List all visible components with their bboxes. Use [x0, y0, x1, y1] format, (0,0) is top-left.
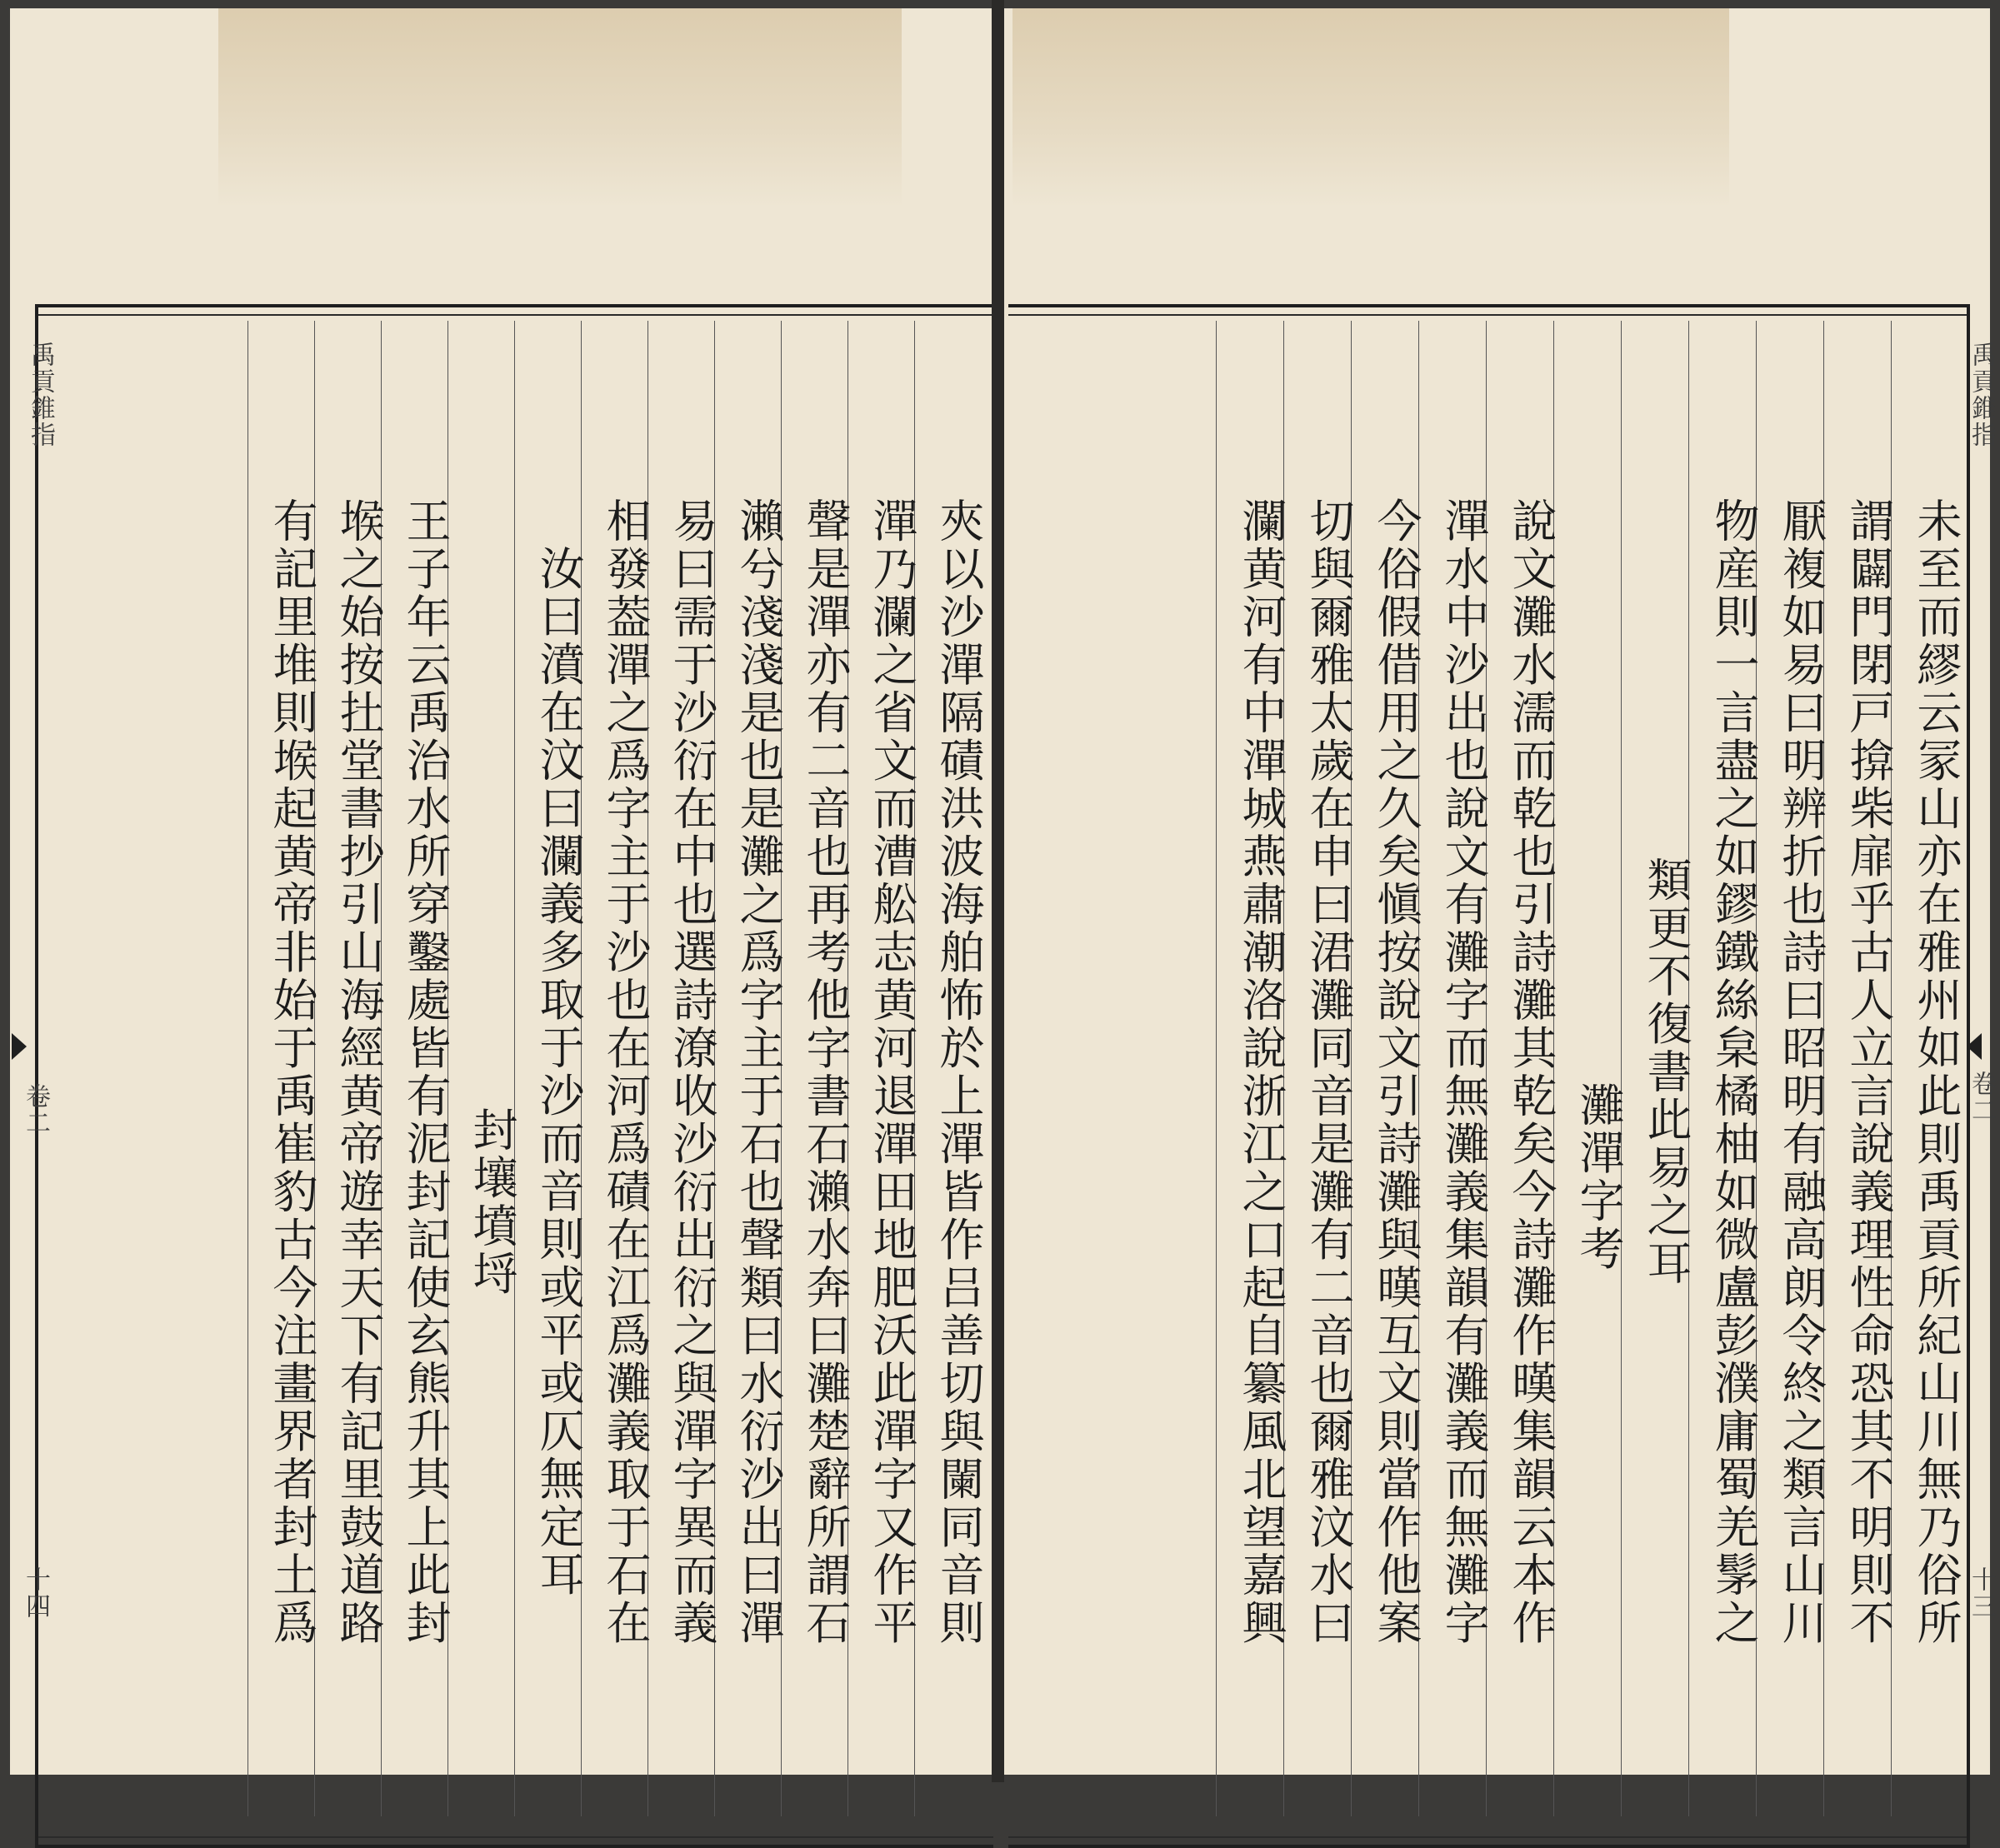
text-column: 夾以沙潬隔磧洪波海舶怖於上潬皆作吕善切與闌同音則: [914, 321, 981, 1816]
block-margin-juan: 卷二: [1967, 1071, 1996, 1124]
text-column: 物産則一言盡之如鏐鐵絲枲橘柚如微盧彭濮庸蜀羌髳之: [1688, 321, 1756, 1816]
fold-mark-icon: [1967, 1033, 1982, 1060]
section-heading: 封壤墳埒: [448, 321, 514, 1816]
text-column: 切與爾雅太歲在申曰涒灘同音是灘有二音也爾雅汶水曰: [1283, 321, 1351, 1816]
text-column: 厭複如易曰明辨折也詩曰昭明有融高朗令終之類言山川: [1756, 321, 1823, 1816]
text-columns: [1017, 321, 1962, 1816]
text-column: 聲是潬亦有二音也再考他字書石瀨水奔曰灘楚辭所謂石: [781, 321, 848, 1816]
block-margin-folio: 十四: [21, 1566, 50, 1620]
section-heading: 灘潬字考: [1553, 321, 1621, 1816]
text-column: 瀾黄河有中潬城燕肅潮洛說浙江之口起自纂風北望嘉興: [1216, 321, 1283, 1816]
left-page: [10, 8, 992, 1775]
block-margin-juan: 卷二: [21, 1083, 50, 1136]
text-column: 王子年云禹治水所穿鑿處皆有泥封記使玄熊升其上此封: [381, 321, 448, 1816]
text-column: 有記里堆則堠起黄帝非始于禹崔豹古今注畫界者封土爲: [248, 321, 314, 1816]
right-page: [1004, 8, 1996, 1775]
book-gutter: [992, 0, 1004, 1782]
text-column: 瀨兮淺淺是也是灘之爲字主于石也聲類曰水衍沙出曰潬: [714, 321, 781, 1816]
text-column: 潬水中沙出也說文有灘字而無灘義集韻有灘義而無灘字: [1418, 321, 1486, 1816]
text-column: 相發葢潬之爲字主于沙也在河爲磧在江爲灘義取于石在: [581, 321, 648, 1816]
text-column: 堠之始按扗堂書抄引山海經黄帝遊幸天下有記里鼓道路: [314, 321, 381, 1816]
text-column: 今俗假借用之久矣愼按說文引詩灘與暵互文則當作他案: [1351, 321, 1418, 1816]
block-margin-title: 禹貢錐指: [1967, 342, 1996, 448]
water-stain: [1012, 8, 1729, 208]
text-column: 汝曰濆在汶曰瀾義多取于沙而音則或平或仄無定耳: [514, 321, 581, 1816]
block-margin-folio: 十三: [1967, 1566, 1996, 1620]
water-stain: [218, 8, 902, 208]
text-column: 潬乃瀾之省文而漕舩志黄河退潬田地肥沃此潬字又作平: [848, 321, 914, 1816]
block-margin-title: 禹貢錐指: [26, 342, 55, 448]
text-column: 易曰需于沙衍在中也選詩潦收沙衍出衍之與潬字異而義: [648, 321, 714, 1816]
text-column: 未至而繆云冡山亦在雅州如此則禹貢所紀山川無乃俗所: [1891, 321, 1958, 1816]
fold-mark-icon: [12, 1033, 27, 1060]
text-column: 說文灘水濡而乾也引詩灘其乾矣今詩灘作暵集韻云本作: [1486, 321, 1553, 1816]
text-column: 類更不復書此易之耳: [1621, 321, 1688, 1816]
text-column: 謂闢門閉戸揜柴扉乎古人立言說義理性命恐其不明則不: [1823, 321, 1891, 1816]
text-columns: [48, 321, 985, 1816]
